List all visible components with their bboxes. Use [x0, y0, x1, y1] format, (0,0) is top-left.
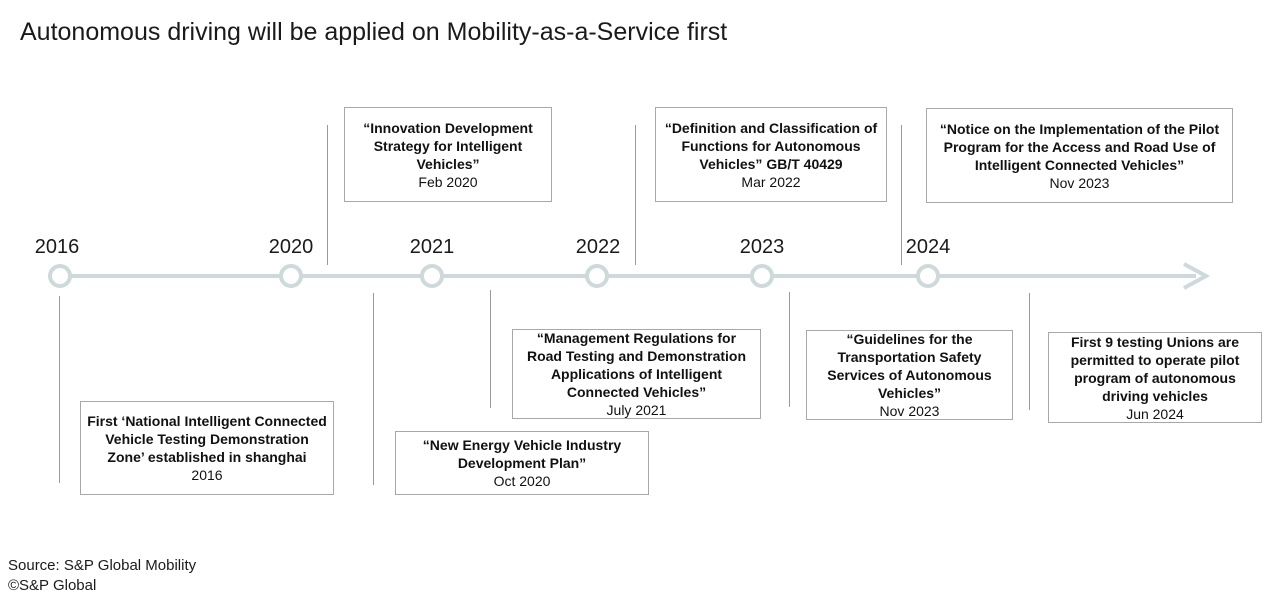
- event-date: Feb 2020: [418, 173, 478, 190]
- event-title: “Innovation Development Strategy for Intelligent Vehicles”: [363, 119, 533, 172]
- year-marker-2020: [281, 266, 301, 286]
- event-card-feb-2020: [344, 107, 552, 202]
- copyright-line: ©S&P Global: [8, 577, 97, 594]
- connector-feb-2020: [327, 125, 328, 265]
- connector-jun-2024: [1029, 293, 1030, 410]
- connector-nov-2023-notice: [901, 125, 902, 265]
- event-date: Mar 2022: [741, 173, 801, 190]
- year-marker-2024: [918, 266, 938, 286]
- event-title: “Guidelines for the Transportation Safety Services of Autonomous Vehicles”: [827, 331, 992, 401]
- event-title: “Definition and Classification of Functions for Autonomous Vehicles” GB/T 40429: [664, 119, 878, 172]
- event-title: “Notice on the Implementation of the Pilot Program for the Access and Road Use of Intelligent Connected Vehicles”: [939, 120, 1220, 173]
- event-title: First ‘National Intelligent Connected Vehicle Testing Demonstration Zone’ established in shanghai: [87, 413, 327, 465]
- event-card-jul-2021: [512, 329, 761, 419]
- event-title: “New Energy Vehicle Industry Development Plan”: [422, 437, 622, 471]
- connector-2016: [59, 296, 60, 483]
- year-marker-2021: [422, 266, 442, 286]
- year-marker-2023: [752, 266, 772, 286]
- event-card-oct-2020: [395, 431, 649, 495]
- event-title: “Management Regulations for Road Testing and Demonstration Applications of Intelligent Connected Vehicles”: [526, 330, 747, 400]
- connector-oct-2020: [373, 293, 374, 485]
- year-marker-2016: [50, 266, 70, 286]
- event-card-mar-2022: [655, 107, 887, 202]
- event-card-2016: [80, 401, 334, 495]
- year-label-2024: 2024: [905, 236, 951, 258]
- event-card-nov-2023-notice: [926, 108, 1233, 203]
- event-card-nov-2023-guidelines: [806, 330, 1013, 420]
- event-date: Nov 2023: [879, 403, 940, 419]
- event-date: Oct 2020: [493, 473, 551, 489]
- event-title: First 9 testing Unions are permitted to operate pilot program of autonomous driving vehicles: [1070, 333, 1240, 404]
- year-label-2022: 2022: [575, 236, 621, 258]
- event-date: 2016: [191, 467, 223, 483]
- event-date: Jun 2024: [1126, 405, 1184, 422]
- connector-nov-2023-guidelines: [789, 292, 790, 407]
- event-card-jun-2024: [1048, 332, 1262, 423]
- year-marker-2022: [587, 266, 607, 286]
- connector-jul-2021: [490, 290, 491, 408]
- page-title: Autonomous driving will be applied on Mobility-as-a-Service first: [20, 18, 728, 46]
- source-line: Source: S&P Global Mobility: [8, 557, 197, 574]
- event-date: Nov 2023: [1049, 174, 1110, 191]
- year-label-2016: 2016: [34, 236, 80, 258]
- year-label-2020: 2020: [268, 236, 314, 258]
- year-label-2021: 2021: [409, 236, 455, 258]
- source-note: [8, 556, 196, 596]
- event-date: July 2021: [606, 402, 667, 418]
- year-label-2023: 2023: [739, 236, 785, 258]
- connector-mar-2022: [635, 125, 636, 265]
